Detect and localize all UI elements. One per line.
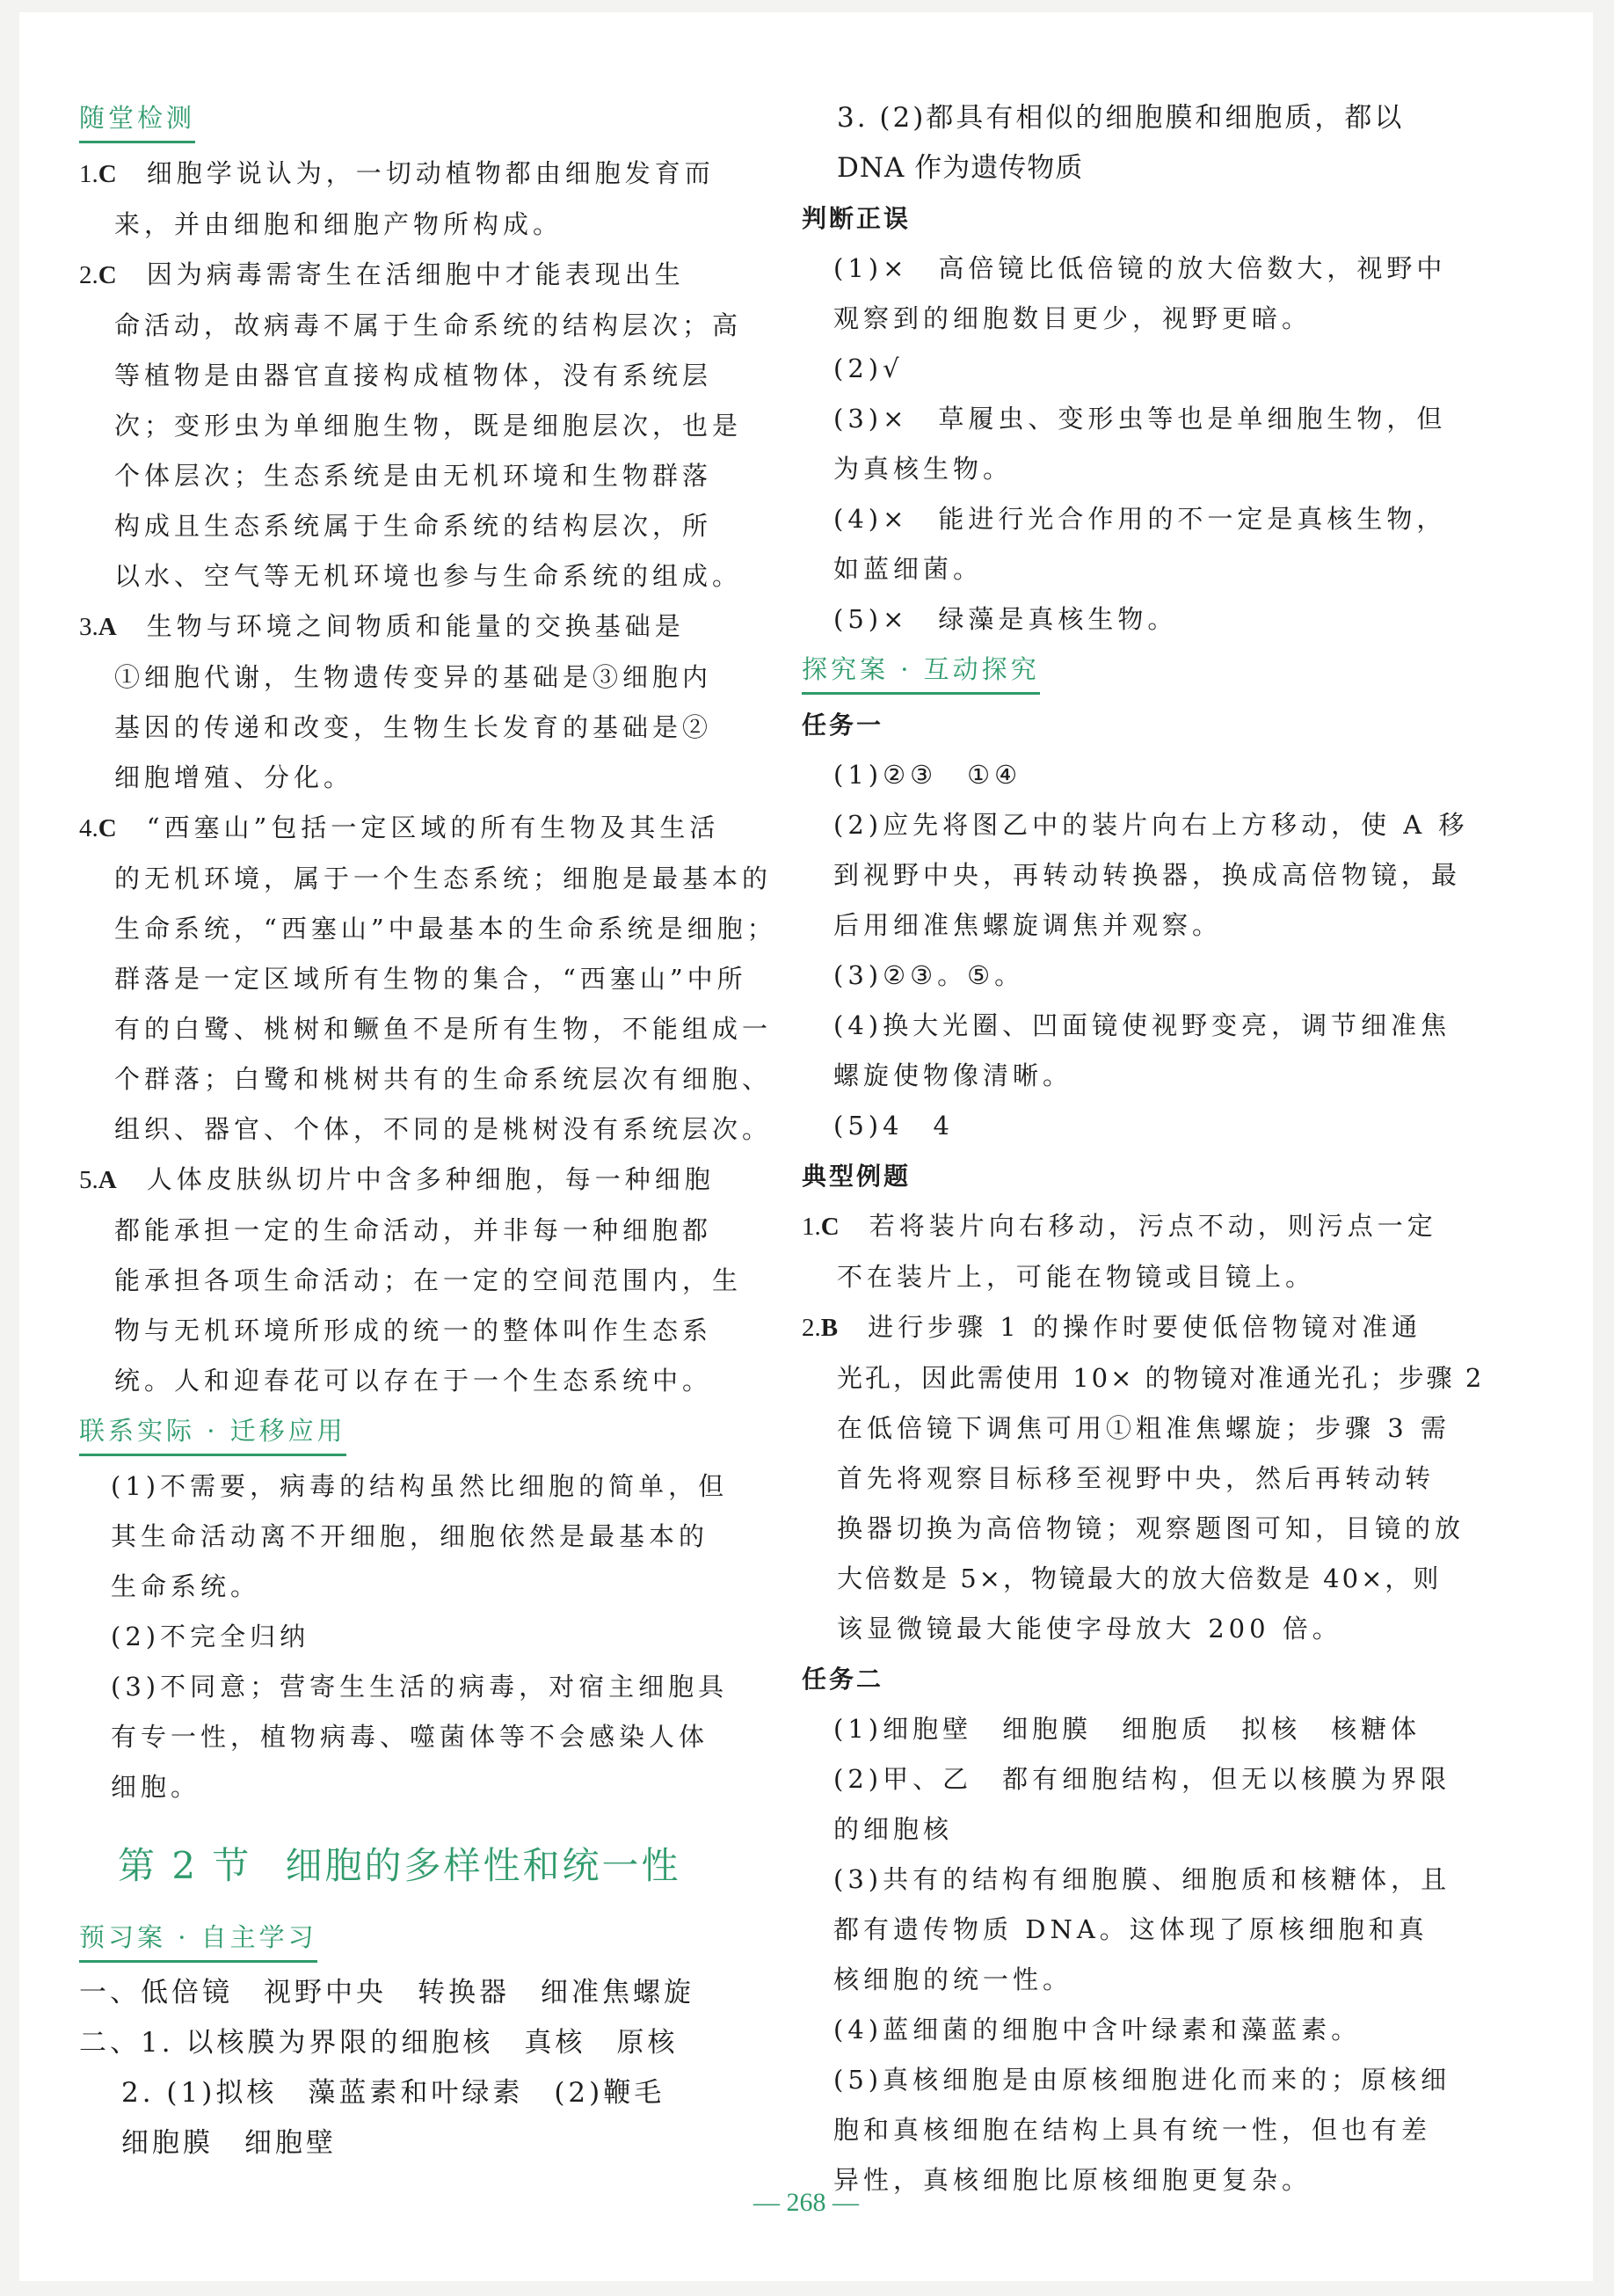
task-1-line: 螺旋使物像清晰。 <box>833 1061 1073 1090</box>
task-2-line: 异性，真核细胞比原核细胞更复杂。 <box>833 2165 1312 2195</box>
judge-line: 如蓝细菌。 <box>833 554 984 584</box>
answer-2-line: 以水、空气等无机环境也参与生命系统的组成。 <box>114 561 743 591</box>
answer-4-line: 个群落；白鹭和桃树共有的生命系统层次有细胞、 <box>114 1064 773 1094</box>
answer-2: 2.C 因为病毒需寄生在活细胞中才能表现出生 <box>79 259 685 289</box>
application-line: 其生命活动离不开细胞，细胞依然是最基本的 <box>111 1521 709 1551</box>
example-2: 2.B 进行步骤 1 的操作时要使低倍物镜对准通 <box>802 1312 1421 1342</box>
section-heading-explore: 探究案 · 互动探究 <box>802 648 1040 695</box>
task-1-line: 到视野中央，再转动转换器，换成高倍物镜，最 <box>833 860 1462 890</box>
example-2-line: 换器切换为高倍物镜；观察题图可知，目镜的放 <box>837 1513 1465 1543</box>
answer-1-line: 来，并由细胞和细胞产物所构成。 <box>114 209 563 239</box>
task-2-line: (1)细胞壁 细胞膜 细胞质 拟核 核糖体 <box>833 1714 1421 1744</box>
answer-3-2: 3. (2)都具有相似的细胞膜和细胞质，都以 <box>837 102 1405 134</box>
task-2-line: 的细胞核 <box>833 1814 954 1844</box>
judge-line: (4)× 能进行光合作用的不一定是真核生物， <box>833 504 1447 534</box>
example-2-line: 光孔，因此需使用 10× 的物镜对准通光孔；步骤 2 <box>837 1363 1485 1393</box>
example-2-line: 大倍数是 5×，物镜最大的放大倍数是 40×，则 <box>837 1563 1442 1593</box>
task-2-line: (3)共有的结构有细胞膜、细胞质和核糖体，且 <box>833 1864 1451 1894</box>
answer-2-line: 个体层次；生态系统是由无机环境和生物群落 <box>114 461 713 491</box>
answer-2-line: 命活动，故病毒不属于生命系统的结构层次；高 <box>114 310 743 340</box>
task-2-line: (2)甲、乙 都有细胞结构，但无以核膜为界限 <box>833 1764 1451 1794</box>
judge-title: 判断正误 <box>802 204 912 233</box>
answer-3-2-line: DNA 作为遗传物质 <box>837 152 1084 184</box>
page <box>19 12 1593 2281</box>
answer-2-line: 构成且生态系统属于生命系统的结构层次，所 <box>114 511 713 541</box>
task-2-title: 任务二 <box>802 1665 884 1694</box>
application-line: (2)不完全归纳 <box>111 1622 310 1651</box>
answer-3-line: 基因的传递和改变，生物生长发育的基础是② <box>114 712 713 742</box>
task-2-line: 核细胞的统一性。 <box>833 1964 1073 1994</box>
judge-line: 为真核生物。 <box>833 454 1014 484</box>
left-column <box>79 93 777 2168</box>
task-1-line: (5)4 4 <box>833 1111 954 1141</box>
judge-line: (3)× 草履虫、变形虫等也是单细胞生物，但 <box>833 404 1447 434</box>
task-1-line: (3)②③。⑤。 <box>833 960 1025 990</box>
answer-5-line: 物与无机环境所形成的统一的整体叫作生态系 <box>114 1316 713 1345</box>
answer-5: 5.A 人体皮肤纵切片中含多种细胞，每一种细胞 <box>79 1164 715 1194</box>
task-2-line: (5)真核细胞是由原核细胞进化而来的；原核细 <box>833 2065 1451 2095</box>
task-2-line: 胞和真核细胞在结构上具有统一性，但也有差 <box>833 2115 1432 2145</box>
example-2-line: 在低倍镜下调焦可用①粗准焦螺旋；步骤 3 需 <box>837 1413 1450 1443</box>
chapter-title: 第 2 节 细胞的多样性和统一性 <box>118 1844 681 1887</box>
section-heading-preview: 预习案 · 自主学习 <box>79 1916 317 1963</box>
answer-5-line: 能承担各项生命活动；在一定的空间范围内，生 <box>114 1265 743 1295</box>
example-1: 1.C 若将装片向右移动，污点不动，则污点一定 <box>802 1211 1437 1241</box>
preview-line: 细胞膜 细胞壁 <box>121 2127 337 2159</box>
answer-1: 1.C 细胞学说认为，一切动植物都由细胞发育而 <box>79 158 715 188</box>
preview-line: 2. (1)拟核 藻蓝素和叶绿素 (2)鞭毛 <box>121 2077 665 2109</box>
application-line: 细胞。 <box>111 1772 201 1802</box>
preview-line: 一、低倍镜 视野中央 转换器 细准焦螺旋 <box>79 1977 694 2008</box>
task-1-title: 任务一 <box>802 711 884 740</box>
right-column <box>802 93 1485 2205</box>
answer-2-line: 等植物是由器官直接构成植物体，没有系统层 <box>114 361 713 390</box>
application-line: 生命系统。 <box>111 1571 261 1601</box>
answer-5-line: 都能承担一定的生命活动，并非每一种细胞都 <box>114 1215 713 1245</box>
answer-3-line: ①细胞代谢，生物遗传变异的基础是③细胞内 <box>114 662 713 692</box>
task-1-line: (1)②③ ①④ <box>833 760 1022 790</box>
judge-line: 观察到的细胞数目更少，视野更暗。 <box>833 303 1312 333</box>
example-2-line: 首先将观察目标移至视野中央，然后再转动转 <box>837 1463 1436 1493</box>
answer-3: 3.A 生物与环境之间物质和能量的交换基础是 <box>79 611 685 641</box>
application-line: 有专一性，植物病毒、噬菌体等不会感染人体 <box>111 1722 709 1752</box>
page-number: — 268 — <box>753 2188 859 2217</box>
answer-2-line: 次；变形虫为单细胞生物，既是细胞层次，也是 <box>114 411 743 441</box>
task-2-line: (4)蓝细菌的细胞中含叶绿素和藻蓝素。 <box>833 2015 1362 2045</box>
judge-line: (5)× 绿藻是真核生物。 <box>833 604 1178 634</box>
answer-4-line: 生命系统，“西塞山”中最基本的生命系统是细胞； <box>114 914 777 944</box>
answer-4-line: 组织、器官、个体，不同的是桃树没有系统层次。 <box>114 1114 773 1144</box>
task-1-line: 后用细准焦螺旋调焦并观察。 <box>833 910 1223 940</box>
judge-line: (1)× 高倍镜比低倍镜的放大倍数大，视野中 <box>833 253 1447 283</box>
section-heading-classroom-test: 随堂检测 <box>79 97 195 143</box>
task-1-line: (2)应先将图乙中的装片向右上方移动，使 A 移 <box>833 810 1469 840</box>
task-2-line: 都有遗传物质 DNA。这体现了原核细胞和真 <box>833 1914 1429 1944</box>
judge-line: (2)√ <box>833 354 904 383</box>
answer-4-line: 有的白鹭、桃树和鳜鱼不是所有生物，不能组成一 <box>114 1014 773 1044</box>
answer-4-line: 的无机环境，属于一个生态系统；细胞是最基本的 <box>114 864 773 893</box>
preview-line: 二、1. 以核膜为界限的细胞核 真核 原核 <box>79 2027 679 2059</box>
answer-4: 4.C “西塞山”包括一定区域的所有生物及其生活 <box>79 813 720 842</box>
example-title: 典型例题 <box>802 1162 912 1191</box>
application-line: (1)不需要，病毒的结构虽然比细胞的简单，但 <box>111 1471 729 1501</box>
example-1-line: 不在装片上，可能在物镜或目镜上。 <box>837 1262 1316 1292</box>
answer-4-line: 群落是一定区域所有生物的集合，“西塞山”中所 <box>114 964 747 994</box>
answer-5-line: 统。人和迎春花可以存在于一个生态系统中。 <box>114 1366 713 1396</box>
section-heading-application: 联系实际 · 迁移应用 <box>79 1410 346 1456</box>
task-1-line: (4)换大光圈、凹面镜使视野变亮，调节细准焦 <box>833 1010 1451 1040</box>
application-line: (3)不同意；营寄生生活的病毒，对宿主细胞具 <box>111 1672 729 1702</box>
answer-3-line: 细胞增殖、分化。 <box>114 762 354 792</box>
example-2-line: 该显微镜最大能使字母放大 200 倍。 <box>837 1614 1342 1644</box>
